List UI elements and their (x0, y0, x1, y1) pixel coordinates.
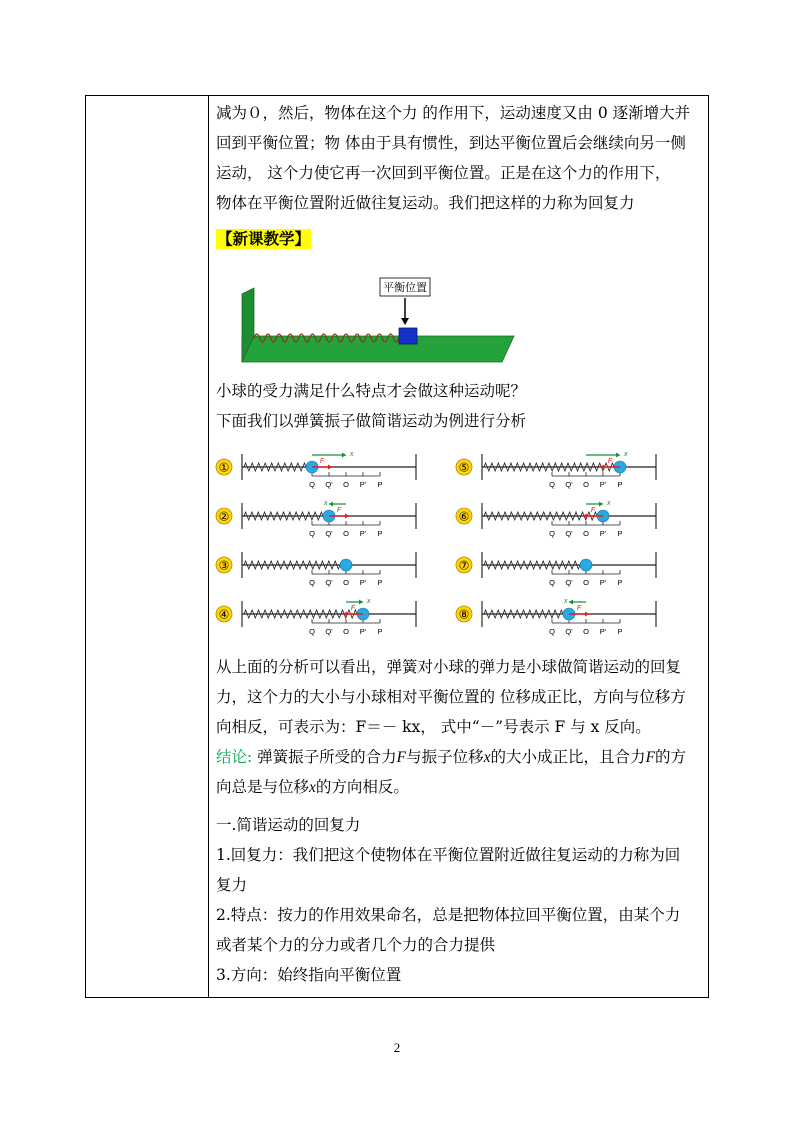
ball (580, 559, 592, 571)
conclusion-text: 弹簧振子所受的合力 (252, 748, 397, 766)
x-label: x (367, 598, 371, 605)
diagram-marker: ④ (218, 607, 230, 622)
oscillator-diagram-1 (216, 451, 416, 489)
tick-label: P (617, 529, 623, 538)
symbol-f: F (645, 749, 656, 766)
displacement-arrow-head (329, 502, 333, 507)
tick-label: O (583, 578, 589, 587)
oscillator-diagrams (214, 448, 699, 653)
f-label: F (590, 507, 596, 514)
point-3-line: 3.方向：始终指向平衡位置 (216, 966, 402, 984)
summary-line: 向相反，可表示为：F＝－ kx， 式中“－”号表示 F 与 x 反向。 (216, 718, 651, 736)
oscillator-diagram-6 (456, 500, 656, 538)
symbol-x: x (483, 749, 491, 766)
tick-label: P (617, 480, 623, 489)
x-label: x (324, 500, 328, 507)
tick-label: P' (359, 627, 367, 636)
tick-label: O (583, 480, 589, 489)
tick-label: Q (549, 480, 555, 489)
force-arrow-head (585, 612, 589, 617)
tick-label: Q (309, 627, 315, 636)
tick-label: Q' (325, 480, 333, 489)
summary-paragraph (216, 652, 704, 742)
tick-label: Q' (325, 578, 333, 587)
tick-label: O (343, 627, 349, 636)
tick-label: P' (599, 627, 607, 636)
symbol-x: x (309, 779, 316, 796)
tick-label: O (343, 578, 349, 587)
diagram-marker: ⑦ (458, 558, 470, 573)
section-heading: 【新课教学】 (217, 229, 311, 248)
tick-label: P' (599, 578, 607, 587)
block (399, 328, 417, 344)
tick-label: P' (359, 480, 367, 489)
analysis-intro-text: 下面我们以弹簧振子做简谐运动为例进行分析 (216, 412, 527, 430)
tick-label: P (377, 529, 383, 538)
point-1-line: 复力 (216, 876, 248, 894)
oscillator-diagram-8 (456, 598, 656, 636)
x-label: x (624, 451, 628, 458)
x-label: x (564, 598, 568, 605)
conclusion-label: 结论: (216, 748, 253, 766)
tick-label: P' (359, 578, 367, 587)
points-paragraph (216, 810, 704, 990)
conclusion-paragraph (216, 742, 704, 802)
f-label: F (319, 458, 325, 465)
tick-label: Q (309, 578, 315, 587)
tick-label: Q (549, 529, 555, 538)
tick-label: Q (549, 627, 555, 636)
tick-label: P (377, 627, 383, 636)
f-label: F (350, 605, 356, 612)
tick-label: P (617, 578, 623, 587)
tick-label: P (377, 480, 383, 489)
f-label: F (576, 605, 582, 612)
content-table (85, 95, 709, 998)
displacement-arrow-head (569, 600, 573, 605)
displacement-arrow-head (342, 453, 346, 458)
tick-label: O (343, 480, 349, 489)
tick-label: P (377, 578, 383, 587)
force-arrow-head (328, 465, 332, 470)
conclusion-line-2 (216, 772, 704, 802)
oscillator-diagram-2 (216, 500, 416, 538)
question-paragraph (216, 376, 704, 436)
conclusion-text: 向总是与位移 (216, 778, 310, 796)
force-arrow-head (345, 514, 349, 519)
tick-label: P' (599, 529, 607, 538)
tick-label: Q' (565, 529, 573, 538)
tick-label: P (617, 627, 623, 636)
intro-line: 回到平衡位置；物 体由于具有惯性，到达平衡位置后会继续向另一侧 (216, 134, 686, 152)
tick-label: P' (359, 529, 367, 538)
diagram-marker: ⑥ (458, 509, 470, 524)
diagram-marker: ⑤ (458, 460, 470, 475)
tick-label: Q' (325, 529, 333, 538)
point-2-line: 2.特点：按力的作用效果命名，总是把物体拉回平衡位置，由某个力 (216, 906, 681, 924)
displacement-arrow-head (359, 600, 363, 605)
diagram-marker: ① (218, 460, 230, 475)
intro-line: 减为０，然后，物体在这个力 的作用下，运动速度又由 0 逐渐增大并 (216, 104, 691, 122)
section-title: 一.简谐运动的回复力 (216, 816, 361, 834)
spring-table-figure (234, 276, 524, 366)
displacement-arrow-head (616, 453, 620, 458)
intro-line: 运动， 这个力使它再一次回到平衡位置。正是在这个力的作用下， (216, 164, 671, 182)
question-text: 小球的受力满足什么特点才会做这种运动呢？ (216, 382, 527, 400)
point-1-line: 1.回复力：我们把这个使物体在平衡位置附近做往复运动的力称为回 (216, 846, 681, 864)
summary-line: 力，这个力的大小与小球相对平衡位置的 位移成正比，方向与位移方 (216, 688, 686, 706)
x-label: x (350, 451, 354, 458)
diagram-marker: ② (218, 509, 230, 524)
f-label: F (336, 507, 342, 514)
tick-label: O (583, 529, 589, 538)
page-number: 2 (393, 1040, 401, 1055)
tick-label: Q' (325, 627, 333, 636)
equilibrium-label: 平衡位置 (383, 282, 427, 294)
tick-label: Q (549, 578, 555, 587)
ball (340, 559, 352, 571)
tick-label: Q (309, 529, 315, 538)
oscillator-diagram-4 (216, 598, 416, 636)
tick-label: O (583, 627, 589, 636)
section-heading-row (216, 224, 704, 254)
symbol-f: F (396, 749, 407, 766)
pointer-arrow-head (401, 318, 409, 325)
f-label: F (607, 458, 613, 465)
tick-label: Q (309, 480, 315, 489)
oscillator-diagram-7 (456, 552, 656, 587)
conclusion-text: 的方 (655, 748, 687, 766)
displacement-arrow-head (599, 502, 603, 507)
x-label: x (607, 500, 611, 507)
tick-label: Q' (565, 627, 573, 636)
conclusion-text: 的大小成正比，且合力 (490, 748, 646, 766)
intro-paragraph (216, 98, 704, 218)
table-right-column (209, 96, 708, 997)
table-left-column (86, 96, 209, 997)
tick-label: Q' (565, 480, 573, 489)
point-2-line: 或者某个力的分力或者几个力的合力提供 (216, 936, 496, 954)
conclusion-line-1 (216, 742, 704, 772)
summary-line: 从上面的分析可以看出，弹簧对小球的弹力是小球做简谐运动的回复 (216, 658, 682, 676)
tick-label: Q' (565, 578, 573, 587)
oscillator-diagram-5 (456, 451, 656, 489)
intro-line: 物体在平衡位置附近做往复运动。我们把这样的力称为回复力 (216, 194, 635, 212)
tick-label: O (343, 529, 349, 538)
conclusion-text: 与振子位移 (406, 748, 484, 766)
tick-label: P' (599, 480, 607, 489)
diagram-marker: ③ (218, 558, 230, 573)
diagram-marker: ⑧ (458, 607, 470, 622)
oscillator-diagram-3 (216, 552, 416, 587)
conclusion-text: 的方向相反。 (315, 778, 409, 796)
